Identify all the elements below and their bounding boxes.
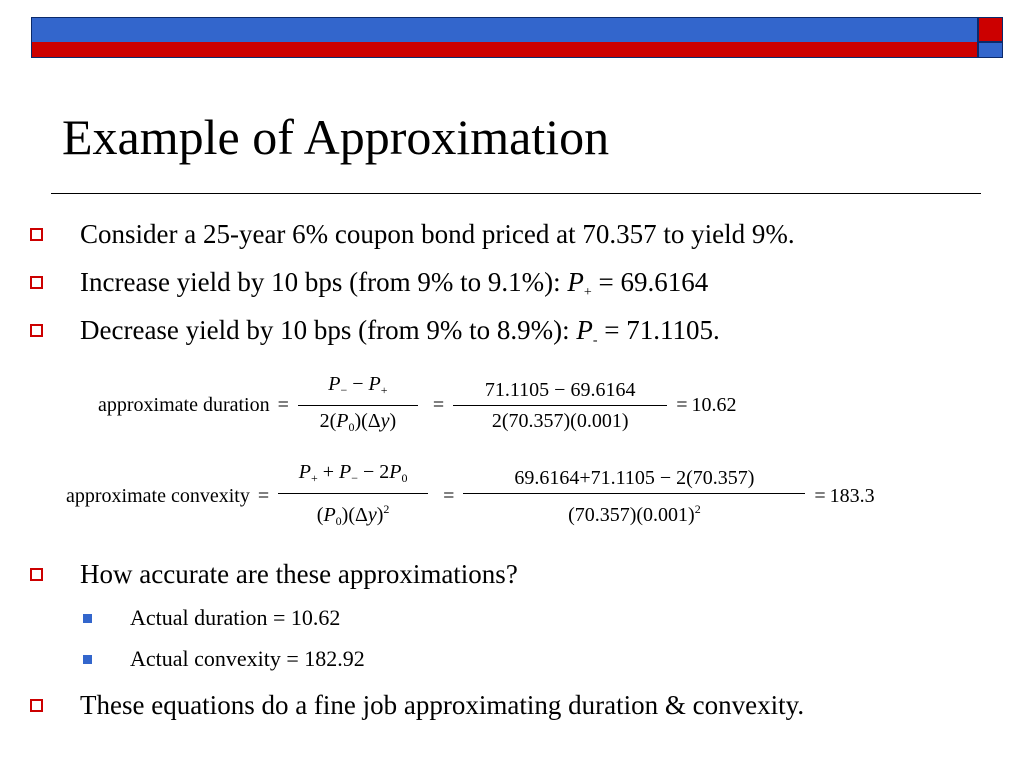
- header-square-red: [978, 17, 1003, 42]
- fraction-denominator: $(70.357)(0.001)^2$: [568, 502, 701, 526]
- fraction-numerator: 71.1105 − 69.6164: [484, 379, 636, 401]
- price-subscript: -: [592, 333, 598, 348]
- price-subscript: +: [583, 285, 592, 300]
- title-divider: [51, 193, 981, 194]
- bullet-text: Consider a 25-year 6% coupon bond priced at 70.357 to yield 9%.: [80, 219, 795, 249]
- bullet-text-prefix: Decrease yield by 10 bps (from 9% to 8.9%):: [80, 315, 577, 345]
- hollow-square-bullet-icon: [30, 324, 43, 337]
- duration-formula: approximate duration = $\frac{P_- - P_+}{2(P_0)(\Delta y)}$ = $\frac{71.1105 - 69.6164}{2(70.357)(0.001)}$ = 10.62: [98, 372, 740, 439]
- header-bar-frame: [31, 17, 978, 58]
- formula-result: 10.62: [691, 394, 737, 416]
- hollow-square-bullet-icon: [30, 276, 43, 289]
- sub-bullet-text: Actual convexity = 182.92: [130, 646, 365, 671]
- bullet-text-suffix: = 71.1105.: [597, 315, 720, 345]
- fraction-denominator: $2(P_0)(\Delta y)$: [319, 410, 397, 434]
- formula-result: 183.3: [829, 485, 875, 507]
- duration-numeric-fraction: [453, 378, 667, 433]
- bullet-text: [80, 266, 708, 309]
- duration-general-fraction: [298, 372, 418, 439]
- fraction-numerator: 69.6164+71.1105 − 2(70.357): [514, 467, 755, 489]
- price-symbol: P: [576, 315, 593, 345]
- filled-square-bullet-icon: [83, 655, 92, 664]
- price-symbol: P: [567, 267, 584, 297]
- formula-label: approximate convexity: [66, 485, 250, 507]
- convexity-numeric-fraction: [463, 466, 805, 527]
- bullet-text: How accurate are these approximations?: [80, 559, 518, 589]
- bullet-text: [80, 314, 720, 357]
- slide-title: Example of Approximation: [62, 109, 610, 165]
- fraction-numerator: $P_- - P_+$: [328, 373, 388, 397]
- fraction-denominator: 2(70.357)(0.001): [491, 410, 629, 432]
- hollow-square-bullet-icon: [30, 568, 43, 581]
- convexity-general-fraction: [278, 460, 428, 533]
- bullet-text-suffix: = 69.6164: [591, 267, 709, 297]
- filled-square-bullet-icon: [83, 614, 92, 623]
- sub-bullet-text: Actual duration = 10.62: [130, 605, 341, 630]
- header-square-blue: [978, 42, 1003, 58]
- bullet-text-prefix: Increase yield by 10 bps (from 9% to 9.1%):: [80, 267, 568, 297]
- fraction-denominator: $(P_0)(\Delta y)^2$: [316, 502, 390, 528]
- bullet-text: These equations do a fine job approximating duration & convexity.: [80, 690, 805, 720]
- fraction-numerator: $P_+ + P_- - 2P_0$: [298, 461, 408, 485]
- convexity-formula: approximate convexity = $\frac{P_+ + P_- - 2P_0}{(P_0)(\Delta y)^2}$ = $\frac{69.6164+71.1105 - 2(70.357)}{(70.357)(0.001)^2}$ = 183.3: [66, 460, 879, 533]
- hollow-square-bullet-icon: [30, 228, 43, 241]
- hollow-square-bullet-icon: [30, 699, 43, 712]
- formula-label: approximate duration: [98, 394, 270, 416]
